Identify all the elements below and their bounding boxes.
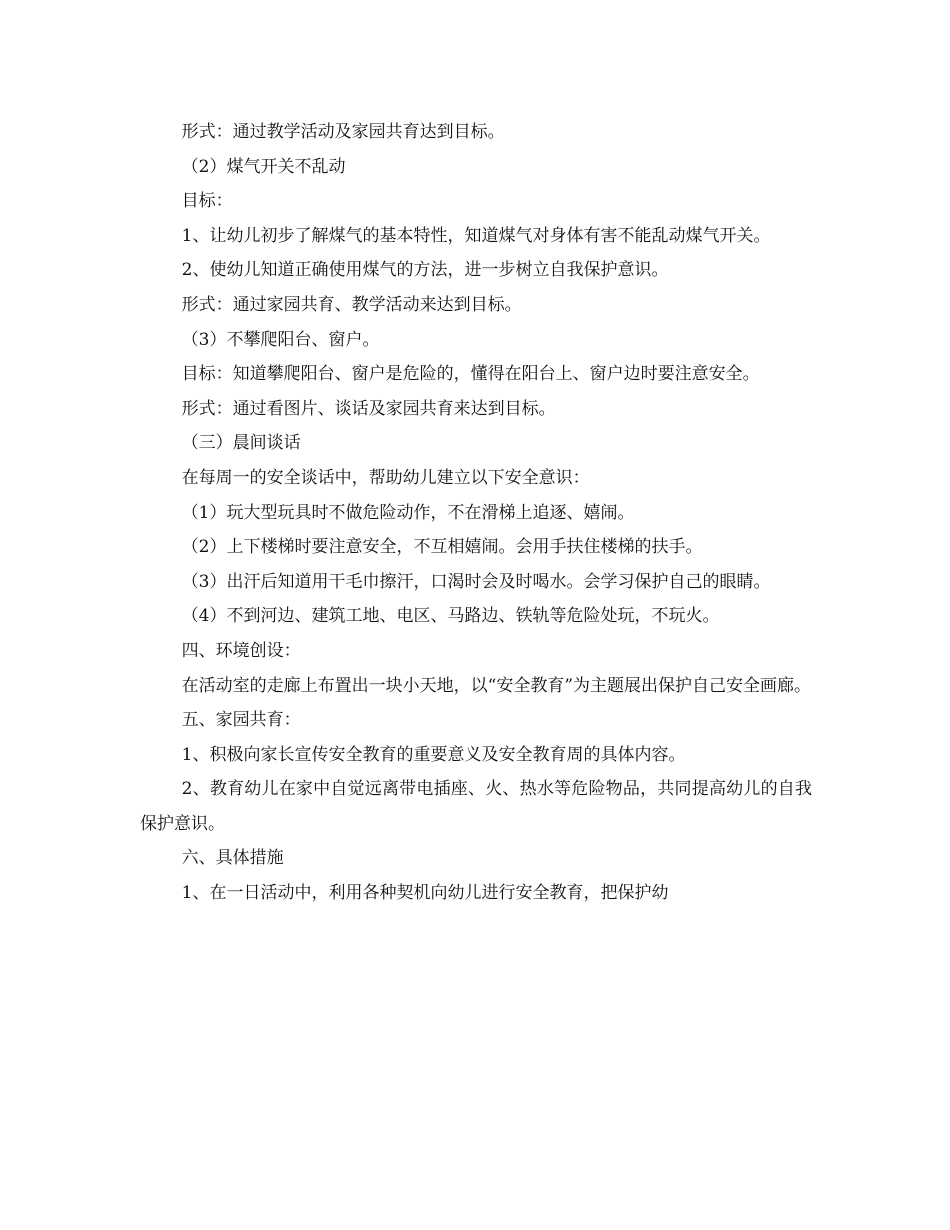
document-body: [140, 115, 812, 911]
paragraph: 2、使幼儿知道正确使用煤气的方法，进一步树立自我保护意识。: [181, 260, 669, 281]
paragraph: 形式：通过看图片、谈话及家园共育来达到目标。: [181, 398, 556, 419]
paragraph: 1、让幼儿初步了解煤气的基本特性，知道煤气对身体有害不能乱动煤气开关。: [181, 225, 771, 246]
paragraph: （2）上下楼梯时要注意安全，不互相嬉闹。会用手扶住楼梯的扶手。: [181, 537, 703, 558]
paragraph: 1、在一日活动中，利用各种契机向幼儿进行安全教育，把保护幼: [181, 883, 669, 904]
paragraph: 在每周一的安全谈话中，帮助幼儿建立以下安全意识：: [181, 467, 590, 488]
paragraph: （3）出汗后知道用干毛巾擦汗，口渴时会及时喝水。会学习保护自己的眼睛。: [181, 571, 771, 592]
paragraph: 六、具体措施: [181, 848, 284, 869]
paragraph: 形式：通过家园共育、教学活动来达到目标。: [181, 294, 522, 315]
paragraph: （2）煤气开关不乱动: [181, 156, 346, 177]
paragraph: 目标：知道攀爬阳台、窗户是危险的，懂得在阳台上、窗户边时要注意安全。: [181, 364, 760, 385]
paragraph: 在活动室的走廊上布置出一块小天地，以“安全教育”为主题展出保护自己安全画廊。: [181, 675, 812, 696]
paragraph: （1）玩大型玩具时不做危险动作，不在滑梯上追逐、嬉闹。: [181, 502, 635, 523]
paragraph: 2、教育幼儿在家中自觉远离带电插座、火、热水等危险物品，共同提高幼儿的自我保护意识。: [140, 779, 812, 834]
paragraph: （3）不攀爬阳台、窗户。: [181, 329, 380, 350]
paragraph: 五、家园共育：: [181, 710, 301, 731]
paragraph: 四、环境创设：: [181, 640, 301, 661]
paragraph: （三）晨间谈话: [181, 433, 301, 454]
paragraph: （4）不到河边、建筑工地、电区、马路边、铁轨等危险处玩，不玩火。: [181, 606, 720, 627]
paragraph: 目标：: [181, 191, 233, 212]
paragraph: 1、积极向家长宣传安全教育的重要意义及安全教育周的具体内容。: [181, 744, 686, 765]
paragraph: 形式：通过教学活动及家园共育达到目标。: [181, 122, 505, 142]
